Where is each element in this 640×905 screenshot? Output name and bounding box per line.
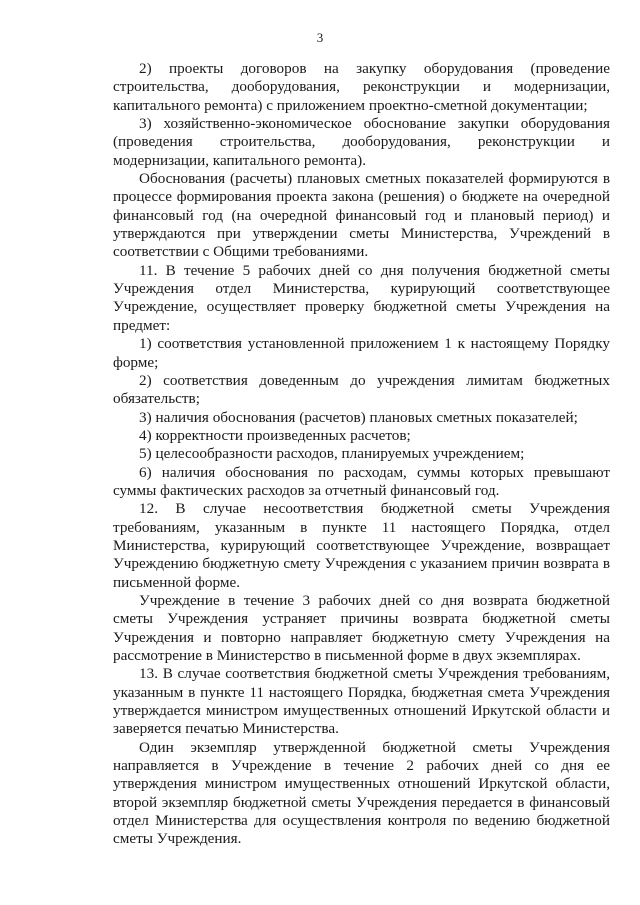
paragraph-item-2-contracts: 2) проекты договоров на закупку оборудования (проведение строительства, дооборудования, реконструкции и модернизации, капитального ремонта) с приложением проектно-сметной документации; [113,60,610,114]
paragraph-estimates-formation: Обоснования (расчеты) плановых сметных показателей формируются в процессе формирования проекта закона (решения) о бюджете на очередной финансовый год (на очередной финансовый год и плановый период) и утверждаются при утверждении сметы Министерства, Учреждений в соответствии с Общими требованиями. [113,170,610,261]
paragraph-check-2: 2) соответствия доведенным до учреждения лимитам бюджетных обязательств; [113,371,610,408]
paragraph-clause-12: 12. В случае несоответствия бюджетной сметы Учреждения требованиям, указанным в пункте 11 настоящего Порядка, отдел Министерства, курирующий соответствующее Учреждение, возвращает Учреждению бюджетную смету Учреждения с указанием причин возврата в письменной форме. [113,500,610,591]
page-number: 3 [316,30,324,45]
paragraph-clause-13: 13. В случае соответствия бюджетной сметы Учреждения требованиям, указанным в пункте 11 настоящего Порядка, бюджетная смета Учреждения утверждается министром имущественных отношений Иркутской области и заверяется печатью Министерства. [113,665,610,738]
paragraph-check-1: 1) соответствия установленной приложением 1 к настоящему Порядку форме; [113,335,610,371]
paragraph-clause-11: 11. В течение 5 рабочих дней со дня получения бюджетной сметы Учреждения отдел Министерства, курирующий соответствующее Учреждение, осуществляет проверку бюджетной сметы Учреждения на предмет: [113,261,610,334]
paragraph-check-3: 3) наличия обоснования (расчетов) плановых сметных показателей; [139,408,578,426]
paragraph-check-5: 5) целесообразности расходов, планируемых учреждением; [139,445,525,463]
paragraph-item-3-justification: 3) хозяйственно-экономическое обоснование закупки оборудования (проведения строительства, дооборудования, реконструкции и модернизации, капитального ремонта). [113,115,610,169]
paragraph-check-4: 4) корректности произведенных расчетов; [139,426,411,444]
paragraph-copies: Один экземпляр утвержденной бюджетной сметы Учреждения направляется в Учреждение в течение 2 рабочих дней со дня ее утверждения министром имущественных отношений Иркутской области, второй экземпляр бюджетной сметы Учреждения передается в финансовый отдел Министерства для осуществления контроля по ведению бюджетной сметы Учреждения. [113,738,610,848]
paragraph-resubmission: Учреждение в течение 3 рабочих дней со дня возврата бюджетной сметы Учреждения устраняет причины возврата бюджетной сметы Учреждения и повторно направляет бюджетную смету Учреждения на рассмотрение в Министерство в письменной форме в двух экземплярах. [113,591,610,664]
document-body [113,60,610,849]
paragraph-check-6: 6) наличия обоснования по расходам, суммы которых превышают суммы фактических расходов за отчетный финансовый год. [113,463,610,499]
